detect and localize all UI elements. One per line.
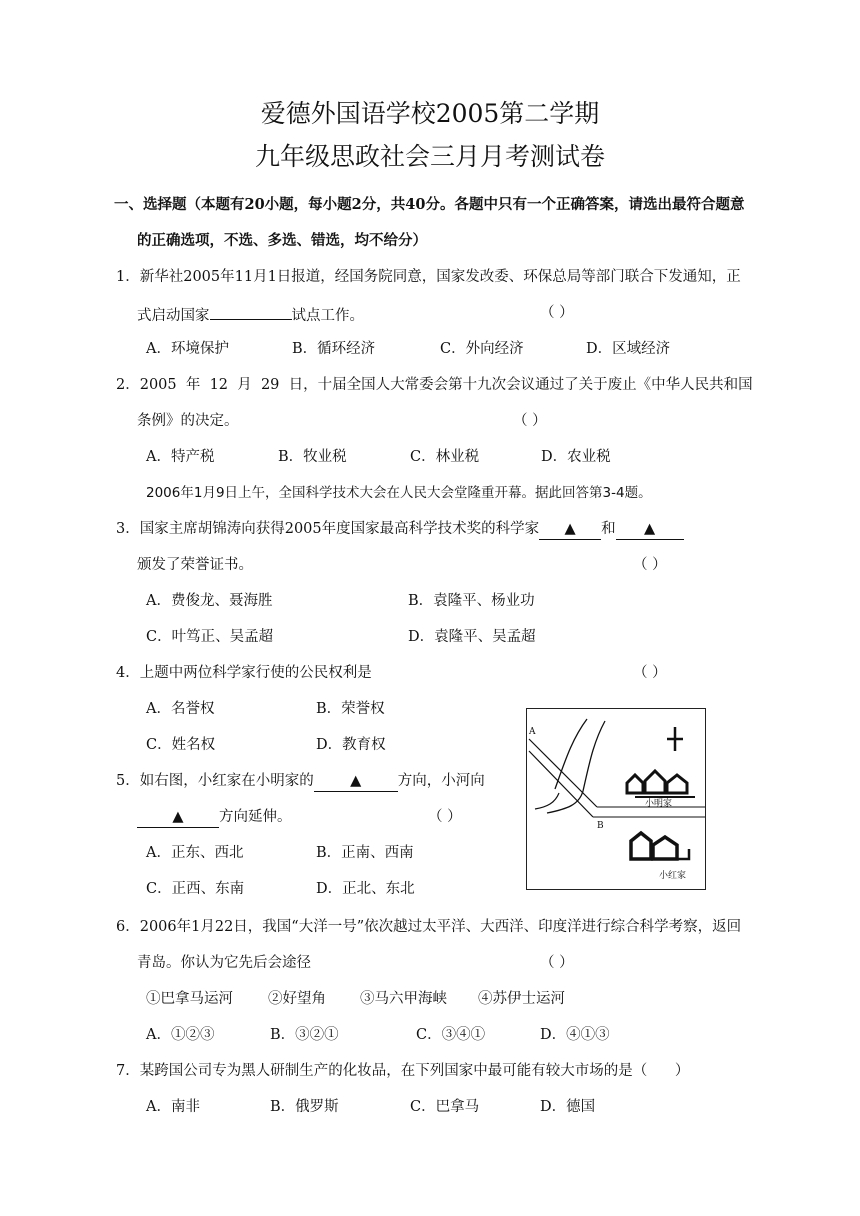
q7-option-b[interactable]: B．俄罗斯 [270, 1099, 339, 1115]
q4-option-a[interactable]: A．名誉权 [146, 701, 215, 717]
q1-option-c[interactable]: C．外向经济 [440, 341, 524, 357]
q5-answer-blank-1[interactable]: ▲ [314, 771, 398, 792]
q4-option-d[interactable]: D．教育权 [316, 737, 386, 753]
q5-text-mid: 方向，小河向 [397, 773, 485, 789]
q2-option-c[interactable]: C．林业税 [410, 449, 480, 465]
q4-option-b[interactable]: B．荣誉权 [316, 701, 385, 717]
q1-option-a[interactable]: A．环境保护 [146, 341, 229, 357]
q4-line1: 4．上题中两位科学家行使的公民权利是 [116, 665, 372, 681]
q1-option-b[interactable]: B．循环经济 [292, 341, 376, 357]
q1-text-pre: 式启动国家 [137, 308, 210, 324]
q3-line1 [116, 519, 684, 540]
river-bend [535, 793, 559, 809]
q6-option-a[interactable]: A．①②③ [146, 1027, 215, 1043]
map-drawing [527, 709, 705, 889]
q7-line1: 7．某跨国公司专为黑人研制生产的化妆品，在下列国家中最可能有较大市场的是（ ） [116, 1063, 690, 1079]
q3-answer-paren: （ ） [633, 557, 667, 573]
q5-text-post: 方向延伸。 [219, 809, 292, 825]
map-label-xiaohong: 小红家 [659, 871, 687, 881]
q3-answer-blank-1[interactable]: ▲ [539, 519, 601, 540]
q6-item-1: ①巴拿马运河 [146, 991, 233, 1007]
q2-option-b[interactable]: B．牧业税 [278, 449, 347, 465]
q7-option-c[interactable]: C．巴拿马 [410, 1099, 480, 1115]
q5-option-d[interactable]: D．正北、东北 [316, 881, 415, 897]
q6-line1: 6．2006年1月22日，我国“大洋一号”依次越过太平洋、大西洋、印度洋进行综合科学考察，返回 [116, 919, 742, 935]
q2-line2: 条例》的决定。 [137, 413, 239, 429]
xiaohong-house-icon [631, 833, 651, 859]
q3-text-mid: 和 [601, 521, 616, 537]
q6-option-c[interactable]: C．③④① [416, 1027, 486, 1043]
section-heading-line1: 一、选择题（本题有20小题，每小题2分，共40分。各题中只有一个正确答案，请选出最符合题意 [114, 196, 745, 213]
q3-option-d[interactable]: D．袁隆平、吴孟超 [408, 629, 536, 645]
river-bank-left [555, 719, 587, 789]
q3-text-pre: 3．国家主席胡锦涛向获得2005年度国家最高科学技术奖的科学家 [116, 521, 540, 537]
q2-line1: 2．2005 年 12 月 29 日，十届全国人大常委会第十九次会议通过了关于废止《中华人民共和国 [116, 377, 753, 393]
map-label-a: A [529, 727, 536, 737]
q3-line2: 颁发了荣誉证书。 [137, 557, 253, 573]
q1-line2 [137, 303, 364, 326]
q7-option-a[interactable]: A．南非 [146, 1099, 200, 1115]
q6-item-3: ③马六甲海峡 [360, 991, 447, 1007]
page-title-line2: 九年级思政社会三月月考测试卷 [254, 142, 605, 171]
north-arrow-icon [667, 727, 683, 751]
xiaoming-house-icon [627, 775, 643, 793]
q5-option-b[interactable]: B．正南、西南 [316, 845, 414, 861]
q3-option-b[interactable]: B．袁隆平、杨业功 [408, 593, 535, 609]
q6-option-d[interactable]: D．④①③ [540, 1027, 610, 1043]
q1-answer-paren: （ ） [540, 305, 574, 321]
q2-answer-paren: （ ） [513, 413, 547, 429]
map-label-xiaoming: 小明家 [645, 799, 673, 809]
page-title-line1: 爱德外国语学校2005第二学期 [260, 99, 600, 128]
q7-option-d[interactable]: D．德国 [540, 1099, 596, 1115]
note-questions-3-4: 2006年1月9日上午，全国科学技术大会在人民大会堂隆重开幕。据此回答第3-4题。 [146, 485, 652, 501]
q5-line1 [116, 771, 485, 792]
q3-option-c[interactable]: C．叶笃正、吴孟超 [146, 629, 274, 645]
q3-answer-blank-2[interactable]: ▲ [616, 519, 684, 540]
q2-option-a[interactable]: A．特产税 [146, 449, 215, 465]
q5-answer-blank-2[interactable]: ▲ [137, 807, 219, 828]
q5-option-a[interactable]: A．正东、西北 [146, 845, 244, 861]
q3-option-a[interactable]: A．费俊龙、聂海胜 [146, 593, 273, 609]
q1-text-post: 试点工作。 [291, 308, 364, 324]
q1-answer-blank[interactable] [210, 303, 292, 320]
q1-option-d[interactable]: D．区域经济 [586, 341, 671, 357]
section-heading-line2: 的正确选项，不选、多选、错选，均不给分） [137, 232, 427, 249]
map-figure [526, 708, 706, 890]
q6-answer-paren: （ ） [540, 955, 574, 971]
q6-option-b[interactable]: B．③②① [270, 1027, 339, 1043]
q6-line2: 青岛。你认为它先后会途径 [137, 955, 311, 971]
road-edge-lower [529, 751, 593, 817]
q4-answer-paren: （ ） [633, 665, 667, 681]
q4-option-c[interactable]: C．姓名权 [146, 737, 216, 753]
map-label-b: B [597, 821, 604, 831]
q6-item-4: ④苏伊士运河 [478, 991, 565, 1007]
q5-text-pre: 5．如右图，小红家在小明家的 [116, 773, 314, 789]
q5-option-c[interactable]: C．正西、东南 [146, 881, 245, 897]
q5-line2 [137, 807, 292, 828]
q2-option-d[interactable]: D．农业税 [541, 449, 611, 465]
q5-answer-paren: （ ） [428, 809, 462, 825]
q6-item-2: ②好望角 [268, 991, 326, 1007]
q1-line1: 1．新华社2005年11月1日报道，经国务院同意，国家发改委、环保总局等部门联合下发通知，正 [116, 269, 741, 285]
